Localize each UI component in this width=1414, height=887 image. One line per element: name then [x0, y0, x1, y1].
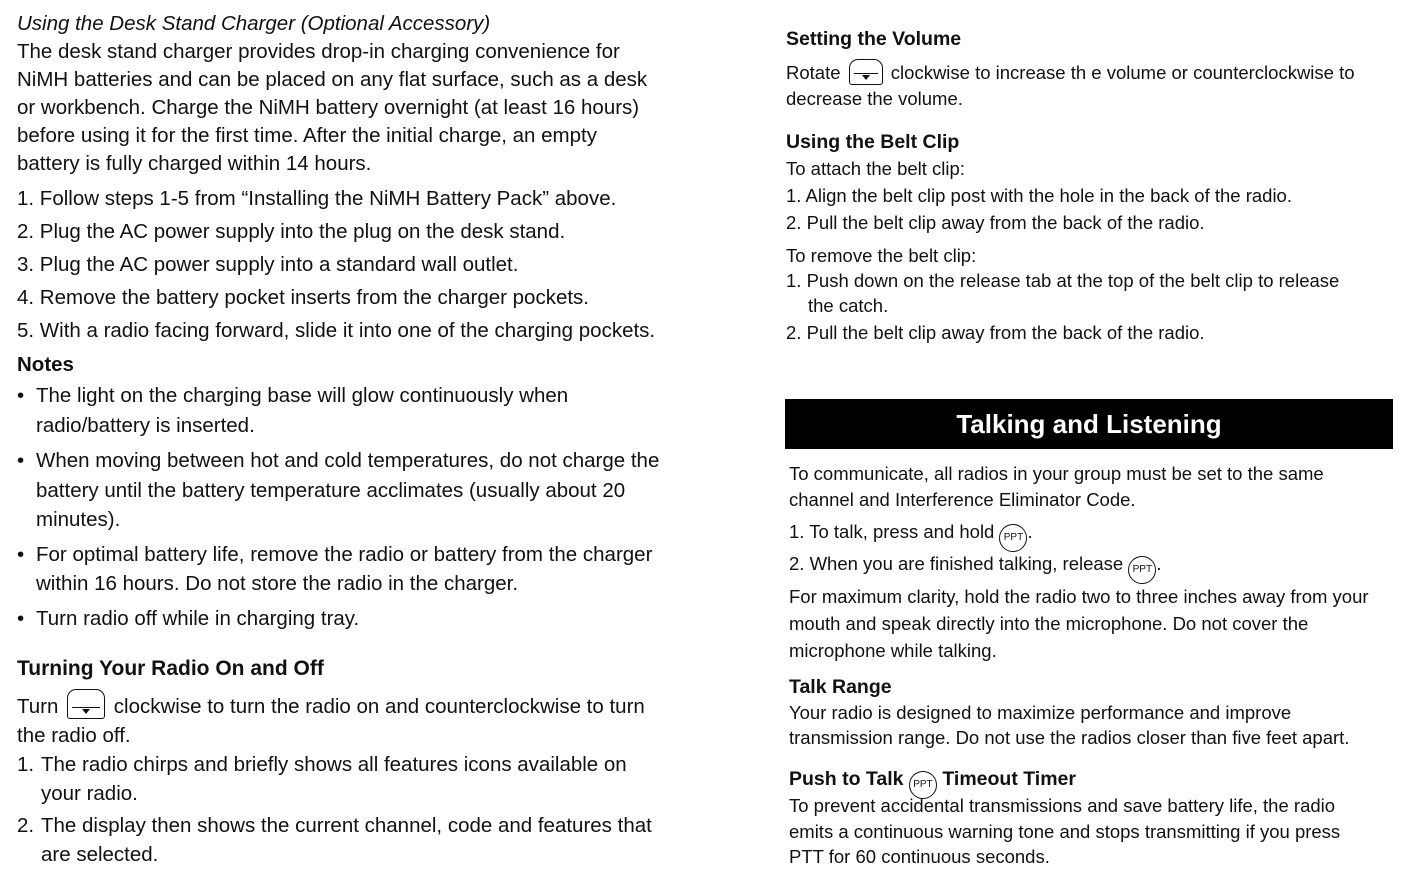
belt-remove-label: To remove the belt clip:: [786, 245, 977, 266]
belt-attach-step: 2. Pull the belt clip away from the back of the radio.: [786, 212, 1205, 233]
belt-attach-label: To attach the belt clip:: [786, 158, 965, 179]
ptt-button-icon: PPT: [1128, 556, 1156, 584]
belt-remove-step-cont: the catch.: [808, 295, 889, 316]
volume-knob-icon: [67, 689, 105, 719]
ptt-button-icon: PPT: [999, 524, 1027, 552]
period: .: [1027, 521, 1033, 542]
talk-step: [789, 519, 1033, 552]
bullet-icon: •: [17, 384, 25, 407]
range-text-line: Your radio is designed to maximize performance and improve: [789, 702, 1292, 723]
desk-text-line: NiMH batteries and can be placed on any flat surface, such as a desk: [17, 68, 648, 91]
talk-step-text: 2. When you are finished talking, release: [789, 553, 1124, 574]
note-text: The light on the charging base will glow continuously when: [36, 384, 569, 407]
range-text-line: transmission range. Do not use the radios closer than five feet apart.: [789, 727, 1350, 748]
timer-text-line: emits a continuous warning tone and stops transmitting if you press: [789, 821, 1341, 842]
onoff-text-post: clockwise to turn the radio on and counterclockwise to turn: [113, 695, 645, 718]
note-text: minutes).: [36, 508, 121, 531]
bullet-icon: •: [17, 449, 25, 472]
talk-step-text: 1. To talk, press and hold: [789, 521, 995, 542]
step-item: 5. With a radio facing forward, slide it into one of the charging pockets.: [17, 319, 656, 342]
comm-text-line: To communicate, all radios in your group must be set to the same: [789, 463, 1324, 484]
clarity-text-line: microphone while talking.: [789, 640, 997, 661]
bullet-icon: •: [17, 607, 25, 630]
volume-heading: Setting the Volume: [786, 28, 962, 50]
belt-clip-heading: Using the Belt Clip: [786, 131, 960, 153]
desk-text-line: or workbench. Charge the NiMH battery overnight (at least 16 hours): [17, 96, 640, 119]
timer-text-line: PTT for 60 continuous seconds.: [789, 846, 1050, 867]
desk-text-line: The desk stand charger provides drop-in charging convenience for: [17, 40, 620, 63]
ptt-heading-b: Timeout Timer: [942, 768, 1076, 790]
ptt-heading-a: Push to Talk: [789, 768, 904, 790]
note-text: When moving between hot and cold temperatures, do not charge the: [36, 449, 660, 472]
onoff-text-line: the radio off.: [17, 724, 131, 747]
section-banner: Talking and Listening: [785, 399, 1393, 449]
belt-remove-step: 1. Push down on the release tab at the top of the belt clip to release: [786, 270, 1340, 291]
desk-text-line: before using it for the first time. After the initial charge, an empty: [17, 124, 597, 147]
step-text: are selected.: [41, 843, 159, 866]
desk-stand-title: Using the Desk Stand Charger (Optional Accessory): [17, 12, 491, 35]
talk-step: [789, 551, 1162, 584]
volume-text: [786, 59, 1355, 86]
onoff-heading: Turning Your Radio On and Off: [17, 657, 324, 680]
note-text: radio/battery is inserted.: [36, 414, 255, 437]
volume-text-line: decrease the volume.: [786, 88, 963, 109]
onoff-text: [17, 689, 645, 721]
step-number: 1.: [17, 753, 35, 776]
step-text: The display then shows the current channel, code and features that: [41, 814, 652, 837]
belt-attach-step: 1. Align the belt clip post with the hole in the back of the radio.: [786, 185, 1292, 206]
belt-remove-step: 2. Pull the belt clip away from the back of the radio.: [786, 322, 1205, 343]
step-item: 4. Remove the battery pocket inserts from the charger pockets.: [17, 286, 589, 309]
step-number: 2.: [17, 814, 35, 837]
clarity-text-line: For maximum clarity, hold the radio two to three inches away from your: [789, 586, 1369, 607]
volume-text-pre: Rotate: [786, 62, 841, 83]
volume-text-post: clockwise to increase th e volume or counterclockwise to: [890, 62, 1355, 83]
notes-heading: Notes: [17, 353, 74, 376]
talk-range-heading: Talk Range: [789, 676, 892, 698]
desk-text-line: battery is fully charged within 14 hours.: [17, 152, 372, 175]
timer-text-line: To prevent accidental transmissions and save battery life, the radio: [789, 795, 1336, 816]
ptt-button-icon: PPT: [909, 771, 937, 799]
step-item: 1. Follow steps 1-5 from “Installing the NiMH Battery Pack” above.: [17, 187, 617, 210]
period: .: [1156, 553, 1162, 574]
note-text: battery until the battery temperature acclimates (usually about 20: [36, 479, 626, 502]
step-item: 3. Plug the AC power supply into a standard wall outlet.: [17, 253, 519, 276]
note-text: within 16 hours. Do not store the radio in the charger.: [36, 572, 519, 595]
volume-knob-icon: [849, 59, 883, 85]
step-text: The radio chirps and briefly shows all features icons available on: [41, 753, 627, 776]
clarity-text-line: mouth and speak directly into the microphone. Do not cover the: [789, 613, 1309, 634]
note-text: Turn radio off while in charging tray.: [36, 607, 360, 630]
onoff-text-pre: Turn: [17, 695, 59, 718]
note-text: For optimal battery life, remove the radio or battery from the charger: [36, 543, 653, 566]
bullet-icon: •: [17, 543, 25, 566]
comm-text-line: channel and Interference Eliminator Code.: [789, 489, 1136, 510]
step-text: your radio.: [41, 782, 138, 805]
step-item: 2. Plug the AC power supply into the plug on the desk stand.: [17, 220, 566, 243]
